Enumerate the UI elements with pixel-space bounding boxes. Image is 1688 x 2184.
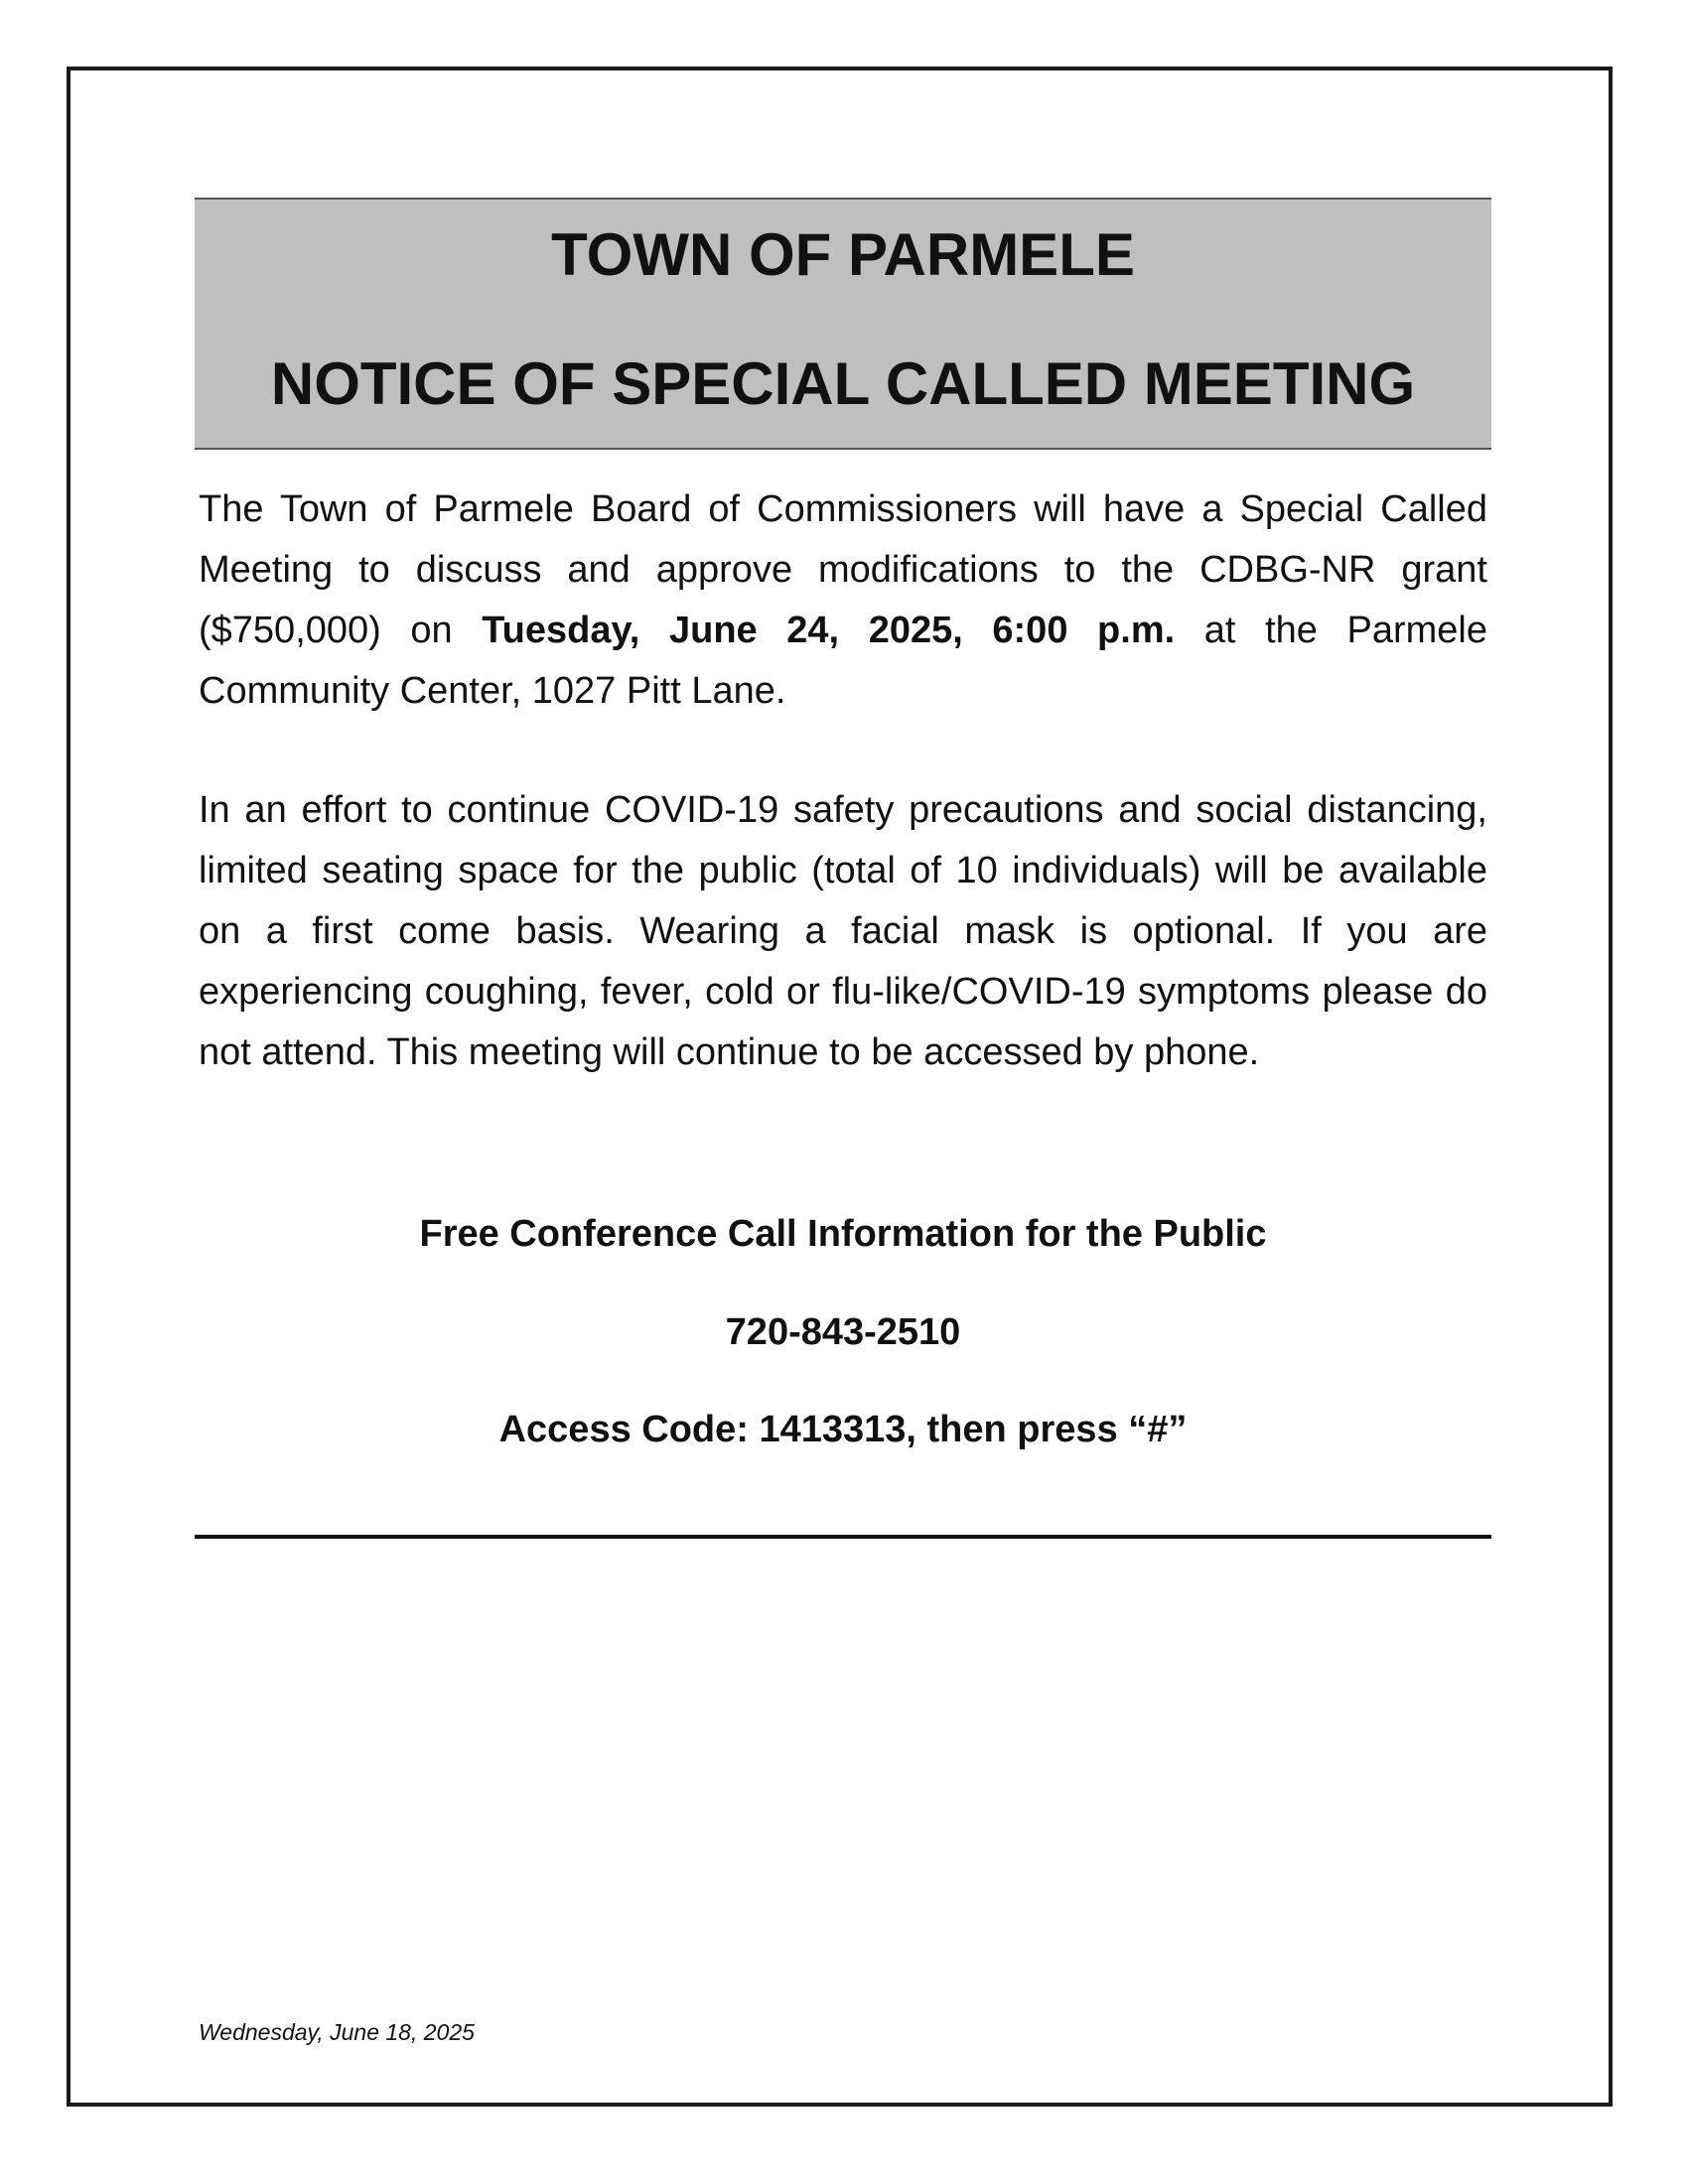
announcement-text: The Town of Parmele Board of Commissioners will have a Special Called Meeting to discuss and approve modifications to the CDBG-NR grant ($750,000) on [199, 488, 1487, 651]
horizontal-rule [195, 1535, 1491, 1539]
conference-call-access-code: Access Code: 1413313, then press “#” [498, 1409, 1188, 1450]
meeting-location-text: at the Parmele Community Center, 1027 Pitt Lane. [199, 610, 1487, 712]
meeting-datetime: Tuesday, June 24, 2025, 6:00 p.m. [482, 610, 1176, 651]
notice-title: NOTICE OF SPECIAL CALLED MEETING [270, 350, 1416, 417]
footer-date: Wednesday, June 18, 2025 [199, 2019, 475, 2045]
conference-call-phone: 720-843-2510 [725, 1311, 961, 1353]
town-title: TOWN OF PARMELE [551, 221, 1135, 288]
covid-precautions-paragraph: In an effort to continue COVID-19 safety precautions and social distancing, limited seating space for the public (total of 10 individuals) will be available on a first come basis. Wearing a facial mask is optional. If you are experiencing coughing, fever, cold or flu-like/COVID-19 symptoms please do not attend. This meeting will continue to be accessed by phone. [199, 789, 1487, 1073]
title-block [195, 198, 1491, 450]
conference-call-heading: Free Conference Call Information for the Public [419, 1213, 1267, 1255]
meeting-announcement-paragraph [199, 479, 1487, 722]
